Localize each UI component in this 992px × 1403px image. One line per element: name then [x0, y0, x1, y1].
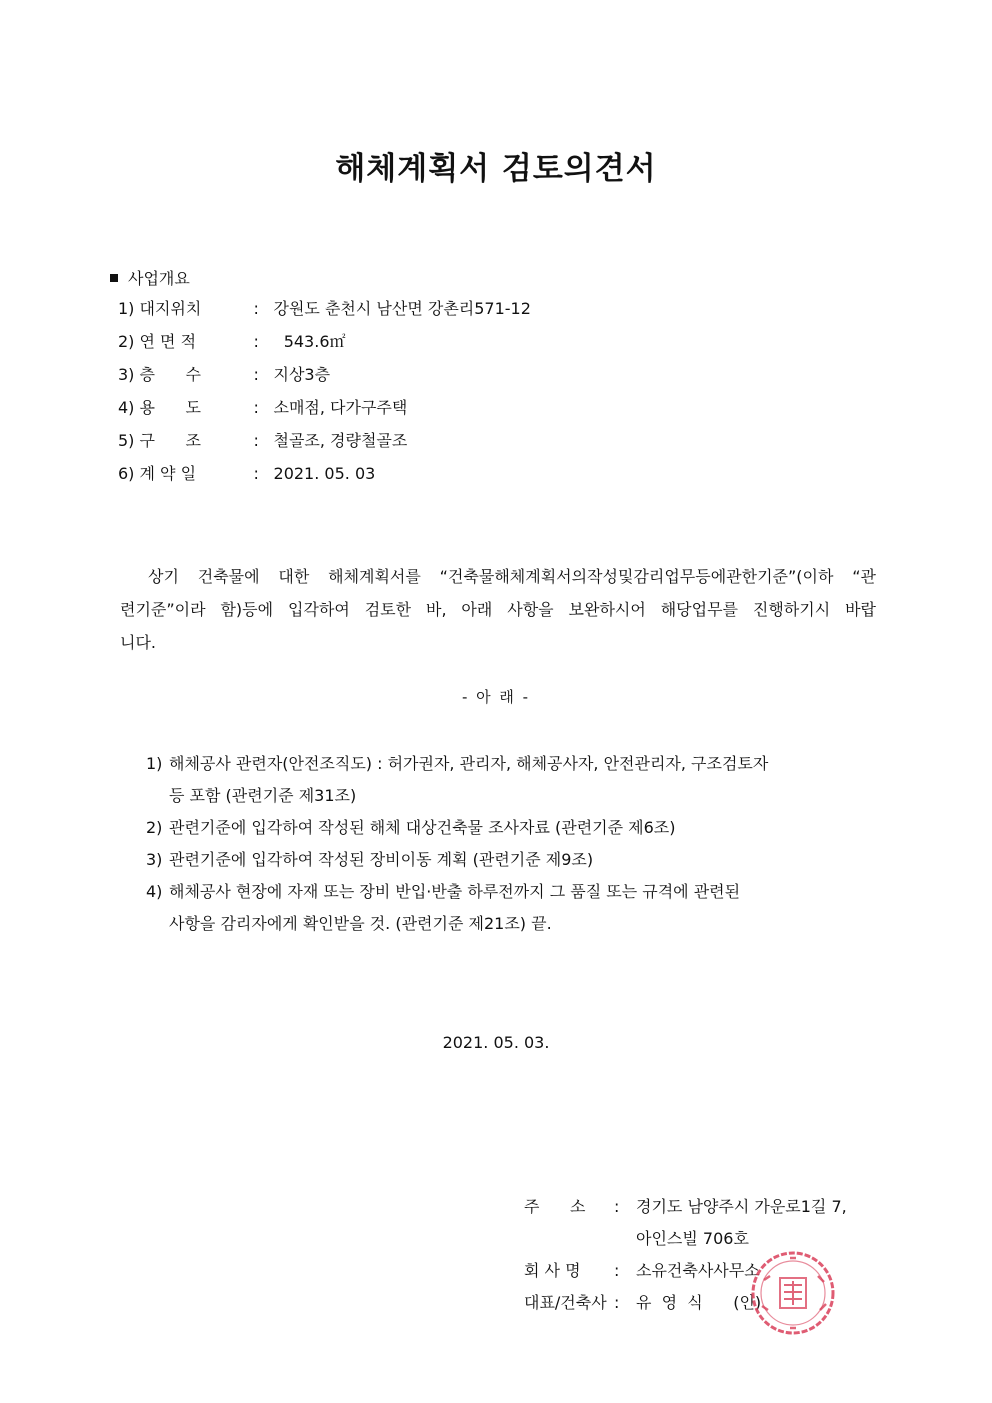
review-paragraph: [120, 560, 876, 659]
row-value: 강원도 춘천시 남산면 강촌리571-12: [273, 299, 531, 318]
row-number: 3): [118, 365, 135, 384]
project-overview: [118, 298, 531, 496]
row-number: 6): [118, 464, 135, 483]
address-label: 주 소: [524, 1197, 586, 1216]
list-item: [146, 748, 768, 812]
list-item: [146, 812, 768, 844]
item-text: 해체공사 현장에 자재 또는 장비 반입·반출 하루전까지 그 품질 또는 규격에 관련된: [169, 882, 741, 901]
overview-row: [118, 397, 531, 430]
row-colon: :: [253, 398, 259, 417]
colon: :: [614, 1197, 620, 1216]
square-bullet-icon: [110, 274, 118, 282]
document-title: 해체계획서 검토의견서: [335, 151, 657, 187]
section-heading-label: 사업개요: [128, 269, 190, 288]
row-colon: :: [253, 299, 259, 318]
colon: :: [614, 1293, 620, 1312]
row-value: 2021. 05. 03: [273, 464, 376, 483]
row-colon: :: [253, 365, 259, 384]
colon: :: [614, 1261, 620, 1280]
item-text-continued: 사항을 감리자에게 확인받을 것. (관련기준 제21조) 끝.: [169, 914, 552, 933]
paragraph-line: 니다.: [120, 633, 156, 652]
list-item: [146, 844, 768, 876]
item-text: 해체공사 관련자(안전조직도) : 허가권자, 관리자, 해체공사자, 안전관리자, 구조검토자: [169, 754, 769, 773]
row-label: 용 도: [139, 398, 201, 417]
row-value: 철골조, 경량철골조: [273, 431, 408, 450]
representative-name: 유 영 식: [636, 1293, 703, 1312]
row-label: 층 수: [139, 365, 201, 384]
row-number: 4): [118, 398, 135, 417]
review-items: [146, 748, 768, 940]
seal-mark: (인): [733, 1293, 762, 1312]
representative-label: 대표/건축사: [524, 1293, 607, 1312]
company-label: 회 사 명: [524, 1261, 581, 1280]
document-date: 2021. 05. 03.: [442, 1033, 550, 1052]
paragraph-line: 련기준”이라 함)등에 입각하여 검토한 바, 아래 사항을 보완하시어 해당업무를 진행하기시 바랍: [120, 600, 876, 619]
address-line1: 경기도 남양주시 가운로1길 7,: [636, 1197, 847, 1216]
row-value: 지상3층: [273, 365, 331, 384]
address-row: [524, 1195, 847, 1227]
row-value: 소매점, 다가구주택: [273, 398, 408, 417]
row-number: 1): [118, 299, 135, 318]
item-number: 2): [146, 818, 163, 837]
row-label: 연 면 적: [139, 332, 197, 351]
paragraph-line: 상기 건축물에 대한 해체계획서를 “건축물해체계획서의작성및감리업무등에관한기준”(이하 “관: [148, 567, 876, 586]
row-label: 계 약 일: [139, 464, 197, 483]
row-number: 5): [118, 431, 135, 450]
section-heading: [110, 266, 190, 289]
official-seal-icon: [750, 1250, 836, 1336]
item-text: 관련기준에 입각하여 작성된 장비이동 계획 (관련기준 제9조): [169, 850, 594, 869]
below-heading: - 아 래 -: [461, 688, 531, 706]
item-text: 관련기준에 입각하여 작성된 해체 대상건축물 조사자료 (관련기준 제6조): [169, 818, 676, 837]
row-colon: :: [253, 464, 259, 483]
item-number: 4): [146, 882, 163, 901]
item-number: 3): [146, 850, 163, 869]
address-line2: 아인스빌 706호: [636, 1229, 749, 1248]
item-number: 1): [146, 754, 163, 773]
row-label: 대지위치: [139, 299, 202, 318]
overview-row: [118, 463, 531, 496]
row-colon: :: [253, 431, 259, 450]
overview-row: [118, 430, 531, 463]
overview-row: [118, 298, 531, 331]
item-text-continued: 등 포함 (관련기준 제31조): [169, 786, 357, 805]
company-name: 소유건축사사무소: [636, 1261, 760, 1280]
row-number: 2): [118, 332, 135, 351]
list-item: [146, 876, 768, 940]
overview-row: [118, 331, 531, 364]
overview-row: [118, 364, 531, 397]
row-colon: :: [253, 332, 259, 351]
row-label: 구 조: [139, 431, 201, 450]
row-value: 543.6㎡: [273, 332, 346, 351]
